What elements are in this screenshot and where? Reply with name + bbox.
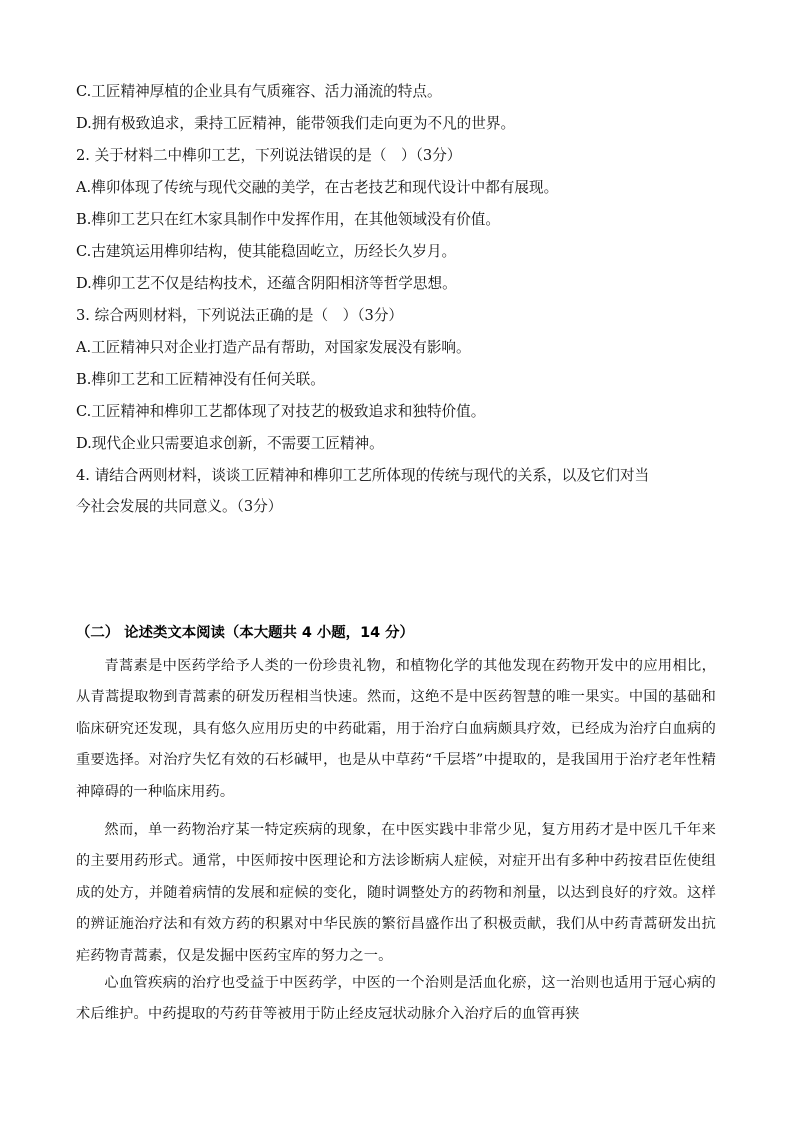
option-b-q3: B.榫卯工艺和工匠精神没有任何关联。 (76, 371, 325, 388)
paragraph-3: 心血管疾病的治疗也受益于中医药学，中医的一个治则是活血化瘀，这一治则也适用于冠心病的术后维护。中药提取的芍药苷等被用于防止经皮冠状动脉介入治疗后的血管再狭 (76, 975, 716, 1023)
option-d-q2: D.榫卯工艺不仅是结构技术，还蕴含阴阳相济等哲学思想。 (76, 275, 457, 292)
question-4-line-2: 今社会发展的共同意义。（3分） (76, 498, 283, 515)
option-c-q2: C.古建筑运用榫卯结构，使其能稳固屹立，历经长久岁月。 (76, 243, 457, 260)
question-3: 3. 综合两则材料，下列说法正确的是（ ）（3分） (76, 307, 404, 324)
paragraph-2: 然而，单一药物治疗某一特定疾病的现象，在中医实践中非常少见，复方用药才是中医几千年来的主要用药形式。通常，中医师按中医理论和方法诊断病人症候，对症开出有多种中药按君臣佐使组成的处方，并随着病情的发展和症候的变化，随时调整处方的药物和剂量，以达到良好的疗效。这样的辨证施治疗法和有效方药的积累对中华民族的繁衍昌盛作出了积极贡献，我们从中药青蒿研发出抗疟药物青蒿素，仅是发掘中医药宝库的努力之一。 (76, 822, 716, 964)
question-2: 2. 关于材料二中榫卯工艺，下列说法错误的是（ ）（3分） (76, 147, 462, 164)
paragraph-1: 青蒿素是中医药学给予人类的一份珍贵礼物，和植物化学的其他发现在药物开发中的应用相比，从青蒿提取物到青蒿素的研发历程相当快速。然而，这绝不是中医药智慧的唯一果实。中国的基础和临床研究还发现，具有悠久应用历史的中药砒霜，用于治疗白血病颇具疗效，已经成为治疗白血病的重要选择。对治疗失忆有效的石杉碱甲，也是从中草药“千层塔”中提取的，是我国用于治疗老年性精神障碍的一种临床用药。 (76, 658, 716, 800)
option-c-q3: C.工匠精神和榫卯工艺都体现了对技艺的极致追求和独特价值。 (76, 403, 486, 420)
option-a-q3: A.工匠精神只对企业打造产品有帮助，对国家发展没有影响。 (76, 339, 471, 356)
option-c-q1: C.工匠精神厚植的企业具有气质雍容、活力涌流的特点。 (76, 83, 442, 100)
section-title: （二） 论述类文本阅读（本大题共 4 小题，14 分） (76, 625, 414, 641)
option-a-q2: A.榫卯体现了传统与现代交融的美学，在古老技艺和现代设计中都有展现。 (76, 179, 559, 196)
option-d-q1: D.拥有极致追求，秉持工匠精神，能带领我们走向更为不凡的世界。 (76, 115, 516, 132)
question-4-line-1: 4. 请结合两则材料，谈谈工匠精神和榫卯工艺所体现的传统与现代的关系，以及它们对当 (76, 467, 650, 484)
option-d-q3: D.现代企业只需要追求创新，不需要工匠精神。 (76, 435, 384, 452)
option-b-q2: B.榫卯工艺只在红木家具制作中发挥作用，在其他领域没有价值。 (76, 211, 500, 228)
